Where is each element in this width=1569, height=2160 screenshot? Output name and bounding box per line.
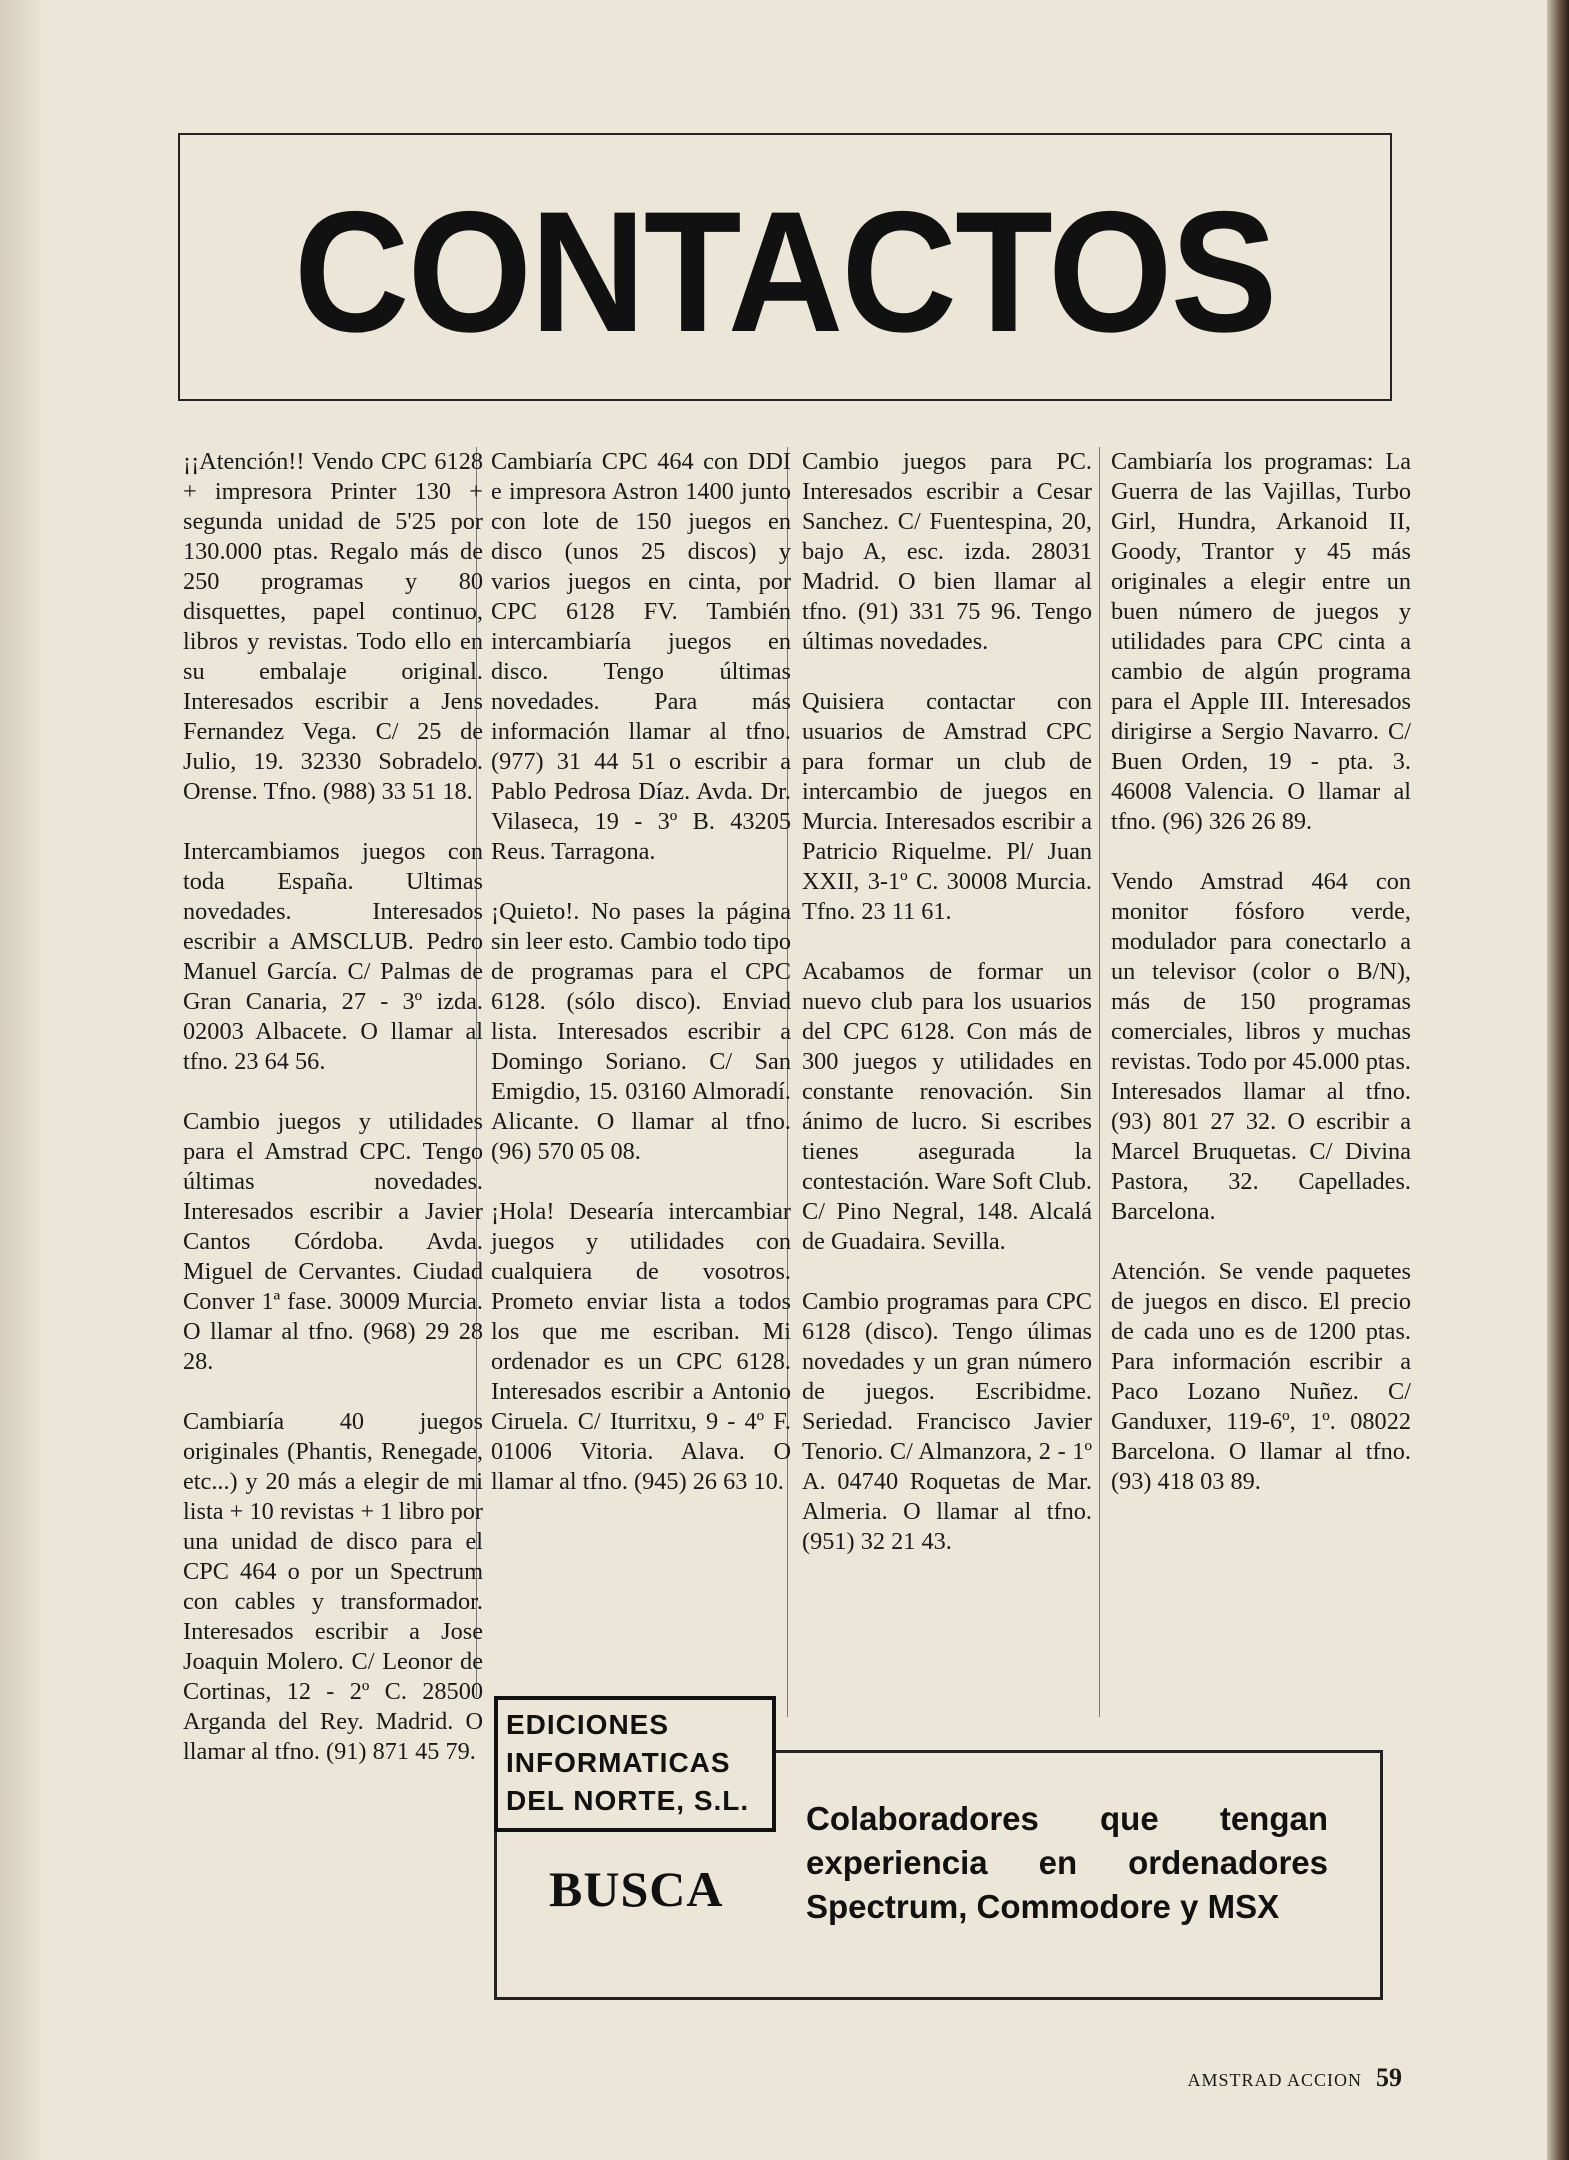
page-gutter bbox=[0, 0, 40, 2160]
classified-ad: Vendo Amstrad 464 con monitor fósforo verde, modulador para conectarlo a un televisor (color o B/N), más de 150 programas comerciales, libros y muchas revistas. Todo por 45.000 ptas. Interesados llamar al tfno. (93) 801 27 32. O escribir a Marcel Bruquetas. C/ Divina Pastora, 32. Capellades. Barcelona. bbox=[1111, 868, 1411, 1225]
ad-heading: BUSCA bbox=[549, 1861, 724, 1917]
classified-ad: Cambio programas para CPC 6128 (disco). Tengo úlimas novedades y un gran número de juegos. Escribidme. Seriedad. Francisco Javier Tenorio. C/ Almanzora, 2 - 1º A. 04740 Roquetas de Mar. Almeria. O llamar al tfno. (951) 32 21 43. bbox=[802, 1288, 1092, 1555]
column-rule bbox=[1099, 447, 1100, 1717]
company-name-line: DEL NORTE, S.L. bbox=[506, 1785, 750, 1816]
page-number: 59 bbox=[1376, 2063, 1402, 2092]
ad-description: Colaboradores que tengan experiencia en ordenadores Spectrum, Commodore y MSX bbox=[806, 1800, 1328, 1925]
classified-ad: ¡Quieto!. No pases la página sin leer esto. Cambio todo tipo de programas para el CPC 6128. (sólo disco). Enviad lista. Interesados escribir a Domingo Soriano. C/ San Emigdio, 15. 03160 Almoradí. Alicante. O llamar al tfno. (96) 570 05 08. bbox=[491, 898, 791, 1165]
page-footer bbox=[1187, 2063, 1402, 2093]
column-3 bbox=[802, 447, 1092, 1587]
classified-ad: ¡¡Atención!! Vendo CPC 6128 + impresora Printer 130 + segunda unidad de 5'25 por 130.000 ptas. Regalo más de 250 programas y 80 disquettes, papel continuo, libros y revistas. Todo ello en su embalaje original. Interesados escribir a Jens Fernandez Vega. C/ 25 de Julio, 19. 32330 Sobradelo. Orense. Tfno. (988) 33 51 18. bbox=[183, 448, 483, 805]
classified-ad: Cambiaría 40 juegos originales (Phantis, Renegade, etc...) y 20 más a elegir de mi lista + 10 revistas + 1 libro por una unidad de disco para el CPC 464 o por un Spectrum con cables y transformador. Interesados escribir a Jose Joaquin Molero. C/ Leonor de Cortinas, 12 - 2º C. 28500 Arganda del Rey. Madrid. O llamar al tfno. (91) 871 45 79. bbox=[183, 1408, 483, 1765]
company-logo-box bbox=[494, 1696, 776, 1832]
classified-ad: Atención. Se vende paquetes de juegos en disco. El precio de cada uno es de 1200 ptas. Para información escribir a Paco Lozano Nuñez. C/ Ganduxer, 119-6º, 1º. 08022 Barcelona. O llamar al tfno. (93) 418 03 89. bbox=[1111, 1258, 1411, 1495]
classified-ad: Cambiaría los programas: La Guerra de las Vajillas, Turbo Girl, Hundra, Arkanoid II, Goody, Trantor y 45 más originales a elegir entre un buen número de juegos y utilidades para CPC cinta a cambio de algún programa para el Apple III. Interesados dirigirse a Sergio Navarro. C/ Buen Orden, 19 - pta. 3. 46008 Valencia. O llamar al tfno. (96) 326 26 89. bbox=[1111, 448, 1411, 835]
classified-ad: Cambio juegos y utilidades para el Amstrad CPC. Tengo últimas novedades. Interesados escribir a Javier Cantos Córdoba. Avda. Miguel de Cervantes. Ciudad Conver 1ª fase. 30009 Murcia. O llamar al tfno. (968) 29 28 28. bbox=[183, 1108, 483, 1375]
magazine-name: AMSTRAD ACCION bbox=[1187, 2070, 1362, 2090]
classified-ad: Cambio juegos para PC. Interesados escribir a Cesar Sanchez. C/ Fuentespina, 20, bajo A, esc. izda. 28031 Madrid. O bien llamar al tfno. (91) 331 75 96. Tengo últimas novedades. bbox=[802, 448, 1092, 655]
classified-ad: ¡Hola! Desearía intercambiar juegos y utilidades con cualquiera de vosotros. Prometo enviar lista a todos los que me escriban. Mi ordenador es un CPC 6128. Interesados escribir a Antonio Ciruela. C/ Iturritxu, 9 - 4º F. 01006 Vitoria. Alava. O llamar al tfno. (945) 26 63 10. bbox=[491, 1198, 791, 1495]
page-title: CONTACTOS bbox=[294, 176, 1276, 368]
classified-ad: Cambiaría CPC 464 con DDI e impresora Astron 1400 junto con lote de 150 juegos en disco (unos 25 discos) y varios juegos en cinta, por CPC 6128 FV. También intercambiaría juegos en disco. Tengo últimas novedades. Para más información llamar al tfno. (977) 31 44 51 o escribir a Pablo Pedrosa Díaz. Avda. Dr. Vilaseca, 19 - 3º B. 43205 Reus. Tarragona. bbox=[491, 448, 791, 865]
page-binding-edge bbox=[1547, 0, 1569, 2160]
title-banner bbox=[178, 133, 1392, 401]
company-name-line: EDICIONES bbox=[506, 1709, 670, 1740]
column-1 bbox=[183, 447, 483, 1797]
column-2 bbox=[491, 447, 791, 1527]
classified-ad: Intercambiamos juegos con toda España. Ultimas novedades. Interesados escribir a AMSCLUB. Pedro Manuel García. C/ Palmas de Gran Canaria, 27 - 3º izda. 02003 Albacete. O llamar al tfno. 23 64 56. bbox=[183, 838, 483, 1075]
classified-ad: Acabamos de formar un nuevo club para los usuarios del CPC 6128. Con más de 300 juegos y utilidades en constante renovación. Sin ánimo de lucro. Si escribes tienes asegurada la contestación. Ware Soft Club. C/ Pino Negral, 148. Alcalá de Guadaira. Sevilla. bbox=[802, 958, 1092, 1255]
classified-ad: Quisiera contactar con usuarios de Amstrad CPC para formar un club de intercambio de juegos en Murcia. Interesados escribir a Patricio Riquelme. Pl/ Juan XXII, 3-1º C. 30008 Murcia. Tfno. 23 11 61. bbox=[802, 688, 1092, 925]
column-4 bbox=[1111, 447, 1411, 1527]
company-name-line: INFORMATICAS bbox=[506, 1747, 731, 1778]
